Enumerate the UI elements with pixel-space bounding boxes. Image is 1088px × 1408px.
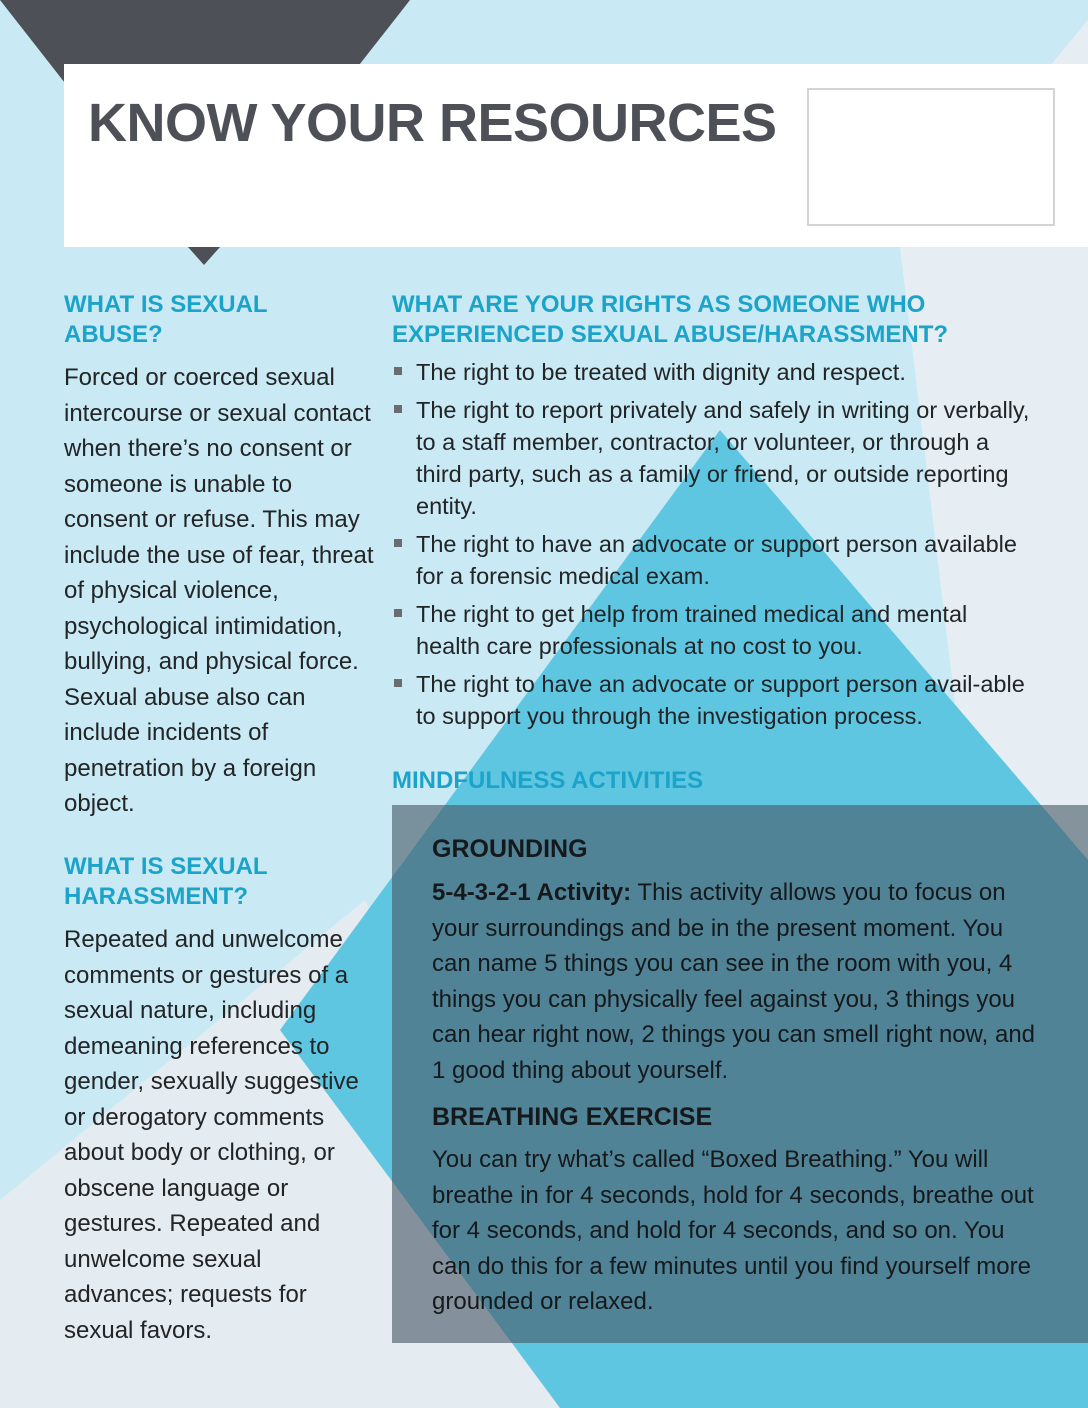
page-title: KNOW YOUR RESOURCES [88,93,777,153]
harassment-body: Repeated and unwelcome comments or gestures of a sexual nature, including demeaning references to gender, sexually suggestive or derogatory comments about body or clothing, or obscene language or gestures. Repeated and unwelcome sexual advances; requests for sexual favors. [64,926,359,1344]
breathing-body: You can try what’s called “Boxed Breathing.” You will breathe in for 4 seconds, hold for 4 seconds, breathe out for 4 seconds, and hold for 4 seconds, and so on. You can do this for a few minutes until you find yourself more grounded or relaxed. [432,1146,1034,1315]
grounding-text: This activity allows you to focus on your surroundings and be in the present moment. You can name 5 things you can see in the room with you, 4 things you can physically feel against you, 3 things you can hear right now, 2 things you can smell right now, and 1 good thing about yourself. [432,879,1036,1084]
header-subtitle: Calling, Mas... [120,176,247,198]
grounding-lead: 5-4-3-2-1 Activity: [432,879,632,906]
rights-list-item: The right to have an advocate or support person avail-able to support you through the investigation process. [392,668,1032,732]
rights-heading: WHAT ARE YOUR RIGHTS AS SOMEONE WHO EXPERIENCED SEXUAL ABUSE/HARASSMENT? [392,291,949,348]
mindfulness-heading: MINDFULNESS ACTIVITIES [392,767,704,794]
mindfulness-box [392,805,1088,1343]
abuse-body: Forced or coerced sexual intercourse or sexual contact when there’s no consent or someone is unable to consent or refuse. This may include the use of fear, threat of physical violence, psychological intimidation, bullying, and physical force. Sexual abuse also can include incidents of penetration by a foreign object. [64,364,374,817]
abuse-heading: WHAT IS SEXUAL ABUSE? [64,291,268,348]
rights-list [392,356,1032,738]
logo-placeholder-box [807,88,1055,226]
header-pointer-triangle [188,247,220,265]
rights-list-item: The right to be treated with dignity and respect. [392,356,1032,388]
rights-list-item: The right to get help from trained medical and mental health care professionals at no cost to you. [392,598,1032,662]
breathing-heading: BREATHING EXERCISE [432,1103,713,1131]
grounding-body [432,875,1042,1088]
grounding-heading: GROUNDING [432,835,588,863]
rights-list-item: The right to have an advocate or support person available for a forensic medical exam. [392,528,1032,592]
harassment-heading: WHAT IS SEXUAL HARASSMENT? [64,853,268,910]
rights-list-item: The right to report privately and safely in writing or verbally, to a staff member, contractor, or volunteer, or through a third party, such as a family or friend, or outside reporting entity. [392,394,1032,522]
